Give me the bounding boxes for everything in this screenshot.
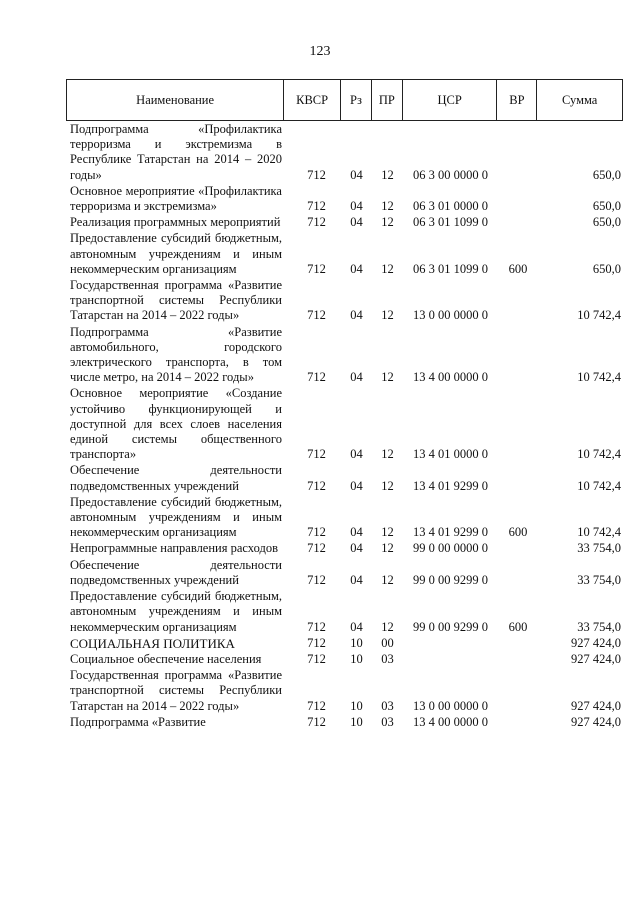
row-sum: 10 742,4 (577, 308, 621, 323)
row-rz: 04 (350, 447, 363, 462)
row-kvsr: 712 (307, 370, 326, 385)
row-kvsr: 712 (307, 199, 326, 214)
row-kvsr: 712 (307, 635, 326, 650)
row-kvsr: 712 (307, 541, 326, 556)
table-row (66, 558, 623, 588)
header-sum: Сумма (561, 92, 598, 107)
row-csr: 13 0 00 0000 0 (413, 698, 488, 713)
row-sum: 927 424,0 (571, 635, 621, 650)
row-sum: 10 742,4 (577, 478, 621, 493)
header-name: Наименование (67, 80, 284, 120)
row-vr (498, 715, 538, 730)
row-csr: 99 0 00 0000 0 (413, 541, 488, 556)
header-rz: Рз (341, 80, 372, 120)
row-kvsr: 712 (307, 698, 326, 713)
row-name: СОЦИАЛЬНАЯ ПОЛИТИКА (70, 635, 235, 651)
row-csr: 13 4 01 9299 0 (413, 478, 488, 493)
row-kvsr: 712 (307, 447, 326, 462)
row-name: Подпрограмма «Развитие автомобильного, городского электрического транспорта, в том числе метро, на 2014 – 2022 годы» (70, 324, 282, 385)
header-kvsr: КВСР (284, 80, 341, 120)
row-rz: 10 (350, 635, 363, 650)
table-row (66, 184, 623, 214)
row-kvsr: 712 (307, 215, 326, 230)
row-vr (498, 215, 538, 230)
table-row (66, 463, 623, 493)
row-sum: 927 424,0 (571, 651, 621, 666)
row-rz: 04 (350, 572, 363, 587)
row-csr: 06 3 00 0000 0 (413, 167, 488, 182)
row-csr: 06 3 01 0000 0 (413, 199, 488, 214)
row-vr (498, 558, 538, 588)
row-sum: 650,0 (592, 215, 621, 230)
table-row (66, 386, 623, 462)
row-pr: 12 (381, 167, 394, 182)
row-sum: 10 742,4 (577, 525, 621, 540)
row-name: Подпрограмма «Профилактика терроризма и экстремизма в Республике Татарстан на 2014 – 2020 годы» (70, 122, 282, 182)
row-pr: 12 (381, 308, 394, 323)
row-pr: 12 (381, 199, 394, 214)
row-vr (498, 463, 538, 493)
header-pr: ПР (372, 80, 403, 120)
table-row (66, 231, 623, 277)
row-pr: 00 (381, 635, 394, 650)
row-sum: 650,0 (592, 167, 621, 182)
header-csr: ЦСР (403, 80, 498, 120)
row-pr: 03 (381, 714, 394, 729)
row-rz: 04 (350, 370, 363, 385)
table-row (66, 495, 623, 541)
row-sum: 10 742,4 (577, 447, 621, 462)
row-sum: 10 742,4 (577, 370, 621, 385)
row-csr: 13 0 00 0000 0 (413, 308, 488, 323)
table-row (66, 278, 623, 324)
row-csr: 99 0 00 9299 0 (413, 619, 488, 634)
row-name: Государственная программа «Развитие транспортной системы Республики Татарстан на 2014 – 2022 годы» (70, 668, 282, 713)
row-vr: 600 (508, 525, 528, 540)
table-body (66, 122, 623, 731)
table-row (66, 215, 623, 230)
row-csr: 06 3 01 1099 0 (413, 215, 488, 230)
row-vr (498, 386, 538, 462)
table-row (66, 715, 623, 730)
table-row (66, 668, 623, 714)
row-name: Социальное обеспечение населения (70, 651, 262, 666)
row-rz: 10 (350, 651, 363, 666)
row-rz: 04 (350, 215, 363, 230)
row-pr: 12 (381, 619, 394, 634)
row-vr: 600 (508, 619, 528, 634)
row-kvsr: 712 (307, 261, 326, 276)
row-kvsr: 712 (307, 167, 326, 182)
row-sum: 33 754,0 (577, 619, 621, 634)
row-name: Государственная программа «Развитие транспортной системы Республики Татарстан на 2014 – 2022 годы» (70, 278, 282, 323)
row-kvsr: 712 (307, 525, 326, 540)
row-csr: 13 4 01 0000 0 (413, 447, 488, 462)
row-name: Предоставление субсидий бюджетным, автономным учреждениям и иным некоммерческим организациям (70, 589, 282, 634)
table-header (66, 79, 623, 121)
row-csr (403, 636, 498, 651)
row-name: Подпрограмма «Развитие (70, 714, 206, 729)
row-pr: 03 (381, 698, 394, 713)
row-kvsr: 712 (307, 619, 326, 634)
row-rz: 04 (350, 261, 363, 276)
row-pr: 12 (381, 478, 394, 493)
row-rz: 04 (350, 308, 363, 323)
row-vr (498, 325, 538, 386)
row-sum: 927 424,0 (571, 714, 621, 729)
row-csr: 13 4 00 0000 0 (413, 714, 488, 729)
row-name: Предоставление субсидий бюджетным, автономным учреждениям и иным некоммерческим организациям (70, 494, 282, 540)
row-vr (498, 636, 538, 651)
row-name: Обеспечение деятельности подведомственных учреждений (70, 557, 282, 587)
page-number: 123 (309, 44, 331, 59)
row-pr: 12 (381, 541, 394, 556)
row-vr: 600 (508, 261, 528, 276)
row-kvsr: 712 (307, 572, 326, 587)
table-row (66, 541, 623, 556)
row-rz: 10 (350, 698, 363, 713)
row-vr (498, 278, 538, 324)
row-name: Обеспечение деятельности подведомственных учреждений (70, 463, 282, 493)
row-rz: 04 (350, 541, 363, 556)
table-row (66, 122, 623, 183)
row-kvsr: 712 (307, 478, 326, 493)
row-kvsr: 712 (307, 714, 326, 729)
row-kvsr: 712 (307, 651, 326, 666)
table-row (66, 325, 623, 386)
row-sum: 927 424,0 (571, 698, 621, 713)
row-vr (498, 541, 538, 556)
row-sum: 650,0 (592, 199, 621, 214)
row-sum: 33 754,0 (577, 572, 621, 587)
row-name: Непрограммные направления расходов (70, 541, 278, 556)
row-pr: 12 (381, 370, 394, 385)
row-name: Реализация программных мероприятий (70, 215, 281, 230)
row-csr: 99 0 00 9299 0 (413, 572, 488, 587)
row-csr: 06 3 01 1099 0 (413, 261, 488, 276)
header-vr: ВР (497, 80, 537, 120)
row-pr: 12 (381, 215, 394, 230)
row-csr: 13 4 01 9299 0 (413, 525, 488, 540)
row-pr: 12 (381, 447, 394, 462)
row-vr (498, 122, 538, 183)
table-row (66, 589, 623, 635)
row-rz: 04 (350, 619, 363, 634)
row-rz: 04 (350, 525, 363, 540)
row-name: Основное мероприятие «Создание устойчиво функционирующей и доступной для всех слоев населения единой системы общественного транспорта» (70, 386, 282, 462)
row-vr (498, 668, 538, 714)
row-pr: 12 (381, 572, 394, 587)
table-row (66, 636, 623, 651)
row-vr (498, 652, 538, 667)
row-pr: 12 (381, 261, 394, 276)
row-kvsr: 712 (307, 308, 326, 323)
row-csr: 13 4 00 0000 0 (413, 370, 488, 385)
row-name: Предоставление субсидий бюджетным, автономным учреждениям и иным некоммерческим организациям (70, 231, 282, 276)
row-vr (498, 184, 538, 214)
row-rz: 04 (350, 199, 363, 214)
row-sum: 33 754,0 (577, 541, 621, 556)
row-pr: 03 (381, 651, 394, 666)
table-row (66, 652, 623, 667)
row-pr: 12 (381, 525, 394, 540)
row-csr (403, 652, 498, 667)
row-rz: 04 (350, 478, 363, 493)
row-rz: 10 (350, 714, 363, 729)
row-rz: 04 (350, 167, 363, 182)
row-name: Основное мероприятие «Профилактика терроризма и экстремизма» (70, 183, 282, 214)
row-sum: 650,0 (592, 261, 621, 276)
